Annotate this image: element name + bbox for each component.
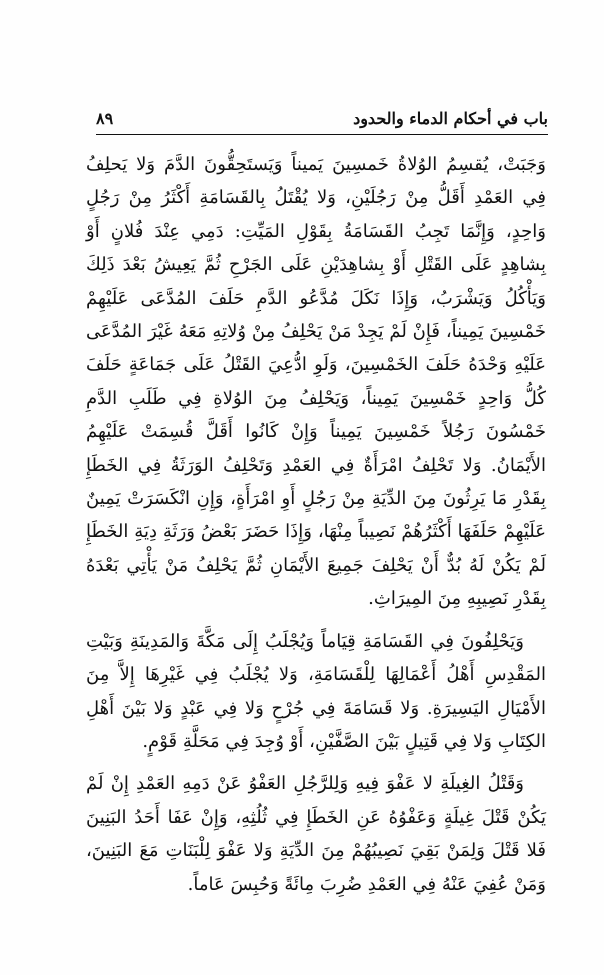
paragraph-1: وَجَبَتْ، يُقسِمُ الوُلاةُ خَمسِينَ يَميناً وَيَستَحِقُّونَ الدَّمَ وَلا يَحلِفُ فِي العَمْدِ أَقَلُّ مِنْ رَجُلَيْنِ، وَلا يُقْتَلُ بِالقَسَامَةِ أَكْثَرُ مِنْ رَجُلٍ وَاحِدٍ، وَإِنَّمَا تَجِبُ القَسَامَةُ بِقَوْلِ المَيِّتِ: دَمِي عِنْدَ فُلانٍ أَوْ بِشاهِدٍ عَلَى القَتْلِ أَوْ بِشاهِدَيْنِ عَلَى الجَرْحِ ثُمَّ يَعِيشُ بَعْدَ ذَلِكَ وَيَأْكُلُ وَيَشْرَبُ، وَإِذَا نَكَلَ مُدَّعُو الدَّمِ حَلَفَ المُدَّعَى عَلَيْهِمْ خَمْسِينَ يَمِيناً، فَإِنْ لَمْ يَجِدْ مَنْ يَحْلِفُ مِنْ وُلاتِهِ مَعَهُ غَيْرَ المُدَّعَى عَلَيْهِ وَحْدَهُ حَلَفَ الخَمْسِينَ، وَلَوِ ادُّعِيَ القَتْلُ عَلَى جَمَاعَةٍ حَلَفَ كُلُّ وَاحِدٍ خَمْسِينَ يَمِيناً، وَيَحْلِفُ مِنَ الوُلاةِ فِي طَلَبِ الدَّمِ خَمْسُونَ رَجُلاً خَمْسِينَ يَمِيناً وَإِنْ كَانُوا أَقَلَّ قُسِمَتْ عَلَيْهِمُ الأَيْمَانُ. وَلا تَحْلِفُ امْرَأَةٌ فِي العَمْدِ وَتَحْلِفُ الوَرَثَةُ فِي الخَطَإِ بِقَدْرِ مَا يَرِثُونَ مِنَ الدِّيَةِ مِنْ رَجُلٍ أَوِ امْرَأَةٍ، وَإِنِ انْكَسَرَتْ يَمِينٌ عَلَيْهِمْ حَلَفَهَا أَكْثَرُهُمْ نَصِيباً مِنْهَا، وَإِذَا حَضَرَ بَعْضُ وَرَثَةِ دِيَةِ الخَطَإِ لَمْ يَكُنْ لَهُ بُدٌّ أَنْ يَحْلِفَ جَمِيعَ الأَيْمَانِ ثُمَّ يَحْلِفُ مَنْ يَأْتِي بَعْدَهُ بِقَدْرِ نَصِيبِهِ مِنَ المِيرَاثِ. [86, 154, 546, 610]
page-body [86, 148, 546, 910]
header-divider [96, 134, 548, 135]
running-header [96, 104, 548, 132]
chapter-title: باب في أحكام الدماء والحدود [353, 108, 548, 128]
paragraph-2: وَيَحْلِفُونَ فِي القَسَامَةِ قِيَاماً وَيُجْلَبُ إِلَى مَكَّةَ وَالمَدِينَةِ وَبَيْتِ المَقْدِسِ أَهْلُ أَعْمَالِهَا لِلْقَسَامَةِ، وَلا يُجْلَبُ فِي غَيْرِهَا إِلاَّ مِنَ الأَمْيَالِ اليَسِيرَةِ. وَلا قَسَامَةَ فِي جُرْحٍ وَلا فِي عَبْدٍ وَلا بَيْنَ أَهْلِ الكِتَابِ وَلا فِي قَتِيلٍ بَيْنَ الصَّفَّيْنِ، أَوْ وُجِدَ فِي مَحَلَّةِ قَوْمٍ. [86, 630, 546, 752]
paragraph-3: وَقَتْلُ الغِيلَةِ لا عَفْوَ فِيهِ وَلِلرَّجُلِ العَفْوُ عَنْ دَمِهِ العَمْدِ إِنْ لَمْ يَكُنْ قَتْلَ غِيلَةٍ وَعَفْوُهُ عَنِ الخَطَإِ فِي ثُلُثِهِ، وَإِنْ عَفَا أَحَدُ البَنِينَ فَلا قَتْلَ وَلِمَنْ بَقِيَ نَصِيبُهُمْ مِنَ الدِّيَةِ وَلا عَفْوَ لِلْبَنَاتِ مَعَ البَنِينَ، وَمَنْ عُفِيَ عَنْهُ فِي العَمْدِ ضُرِبَ مِائَةً وَحُبِسَ عَاماً. [86, 773, 546, 895]
page-number: ٨٩ [96, 108, 114, 128]
